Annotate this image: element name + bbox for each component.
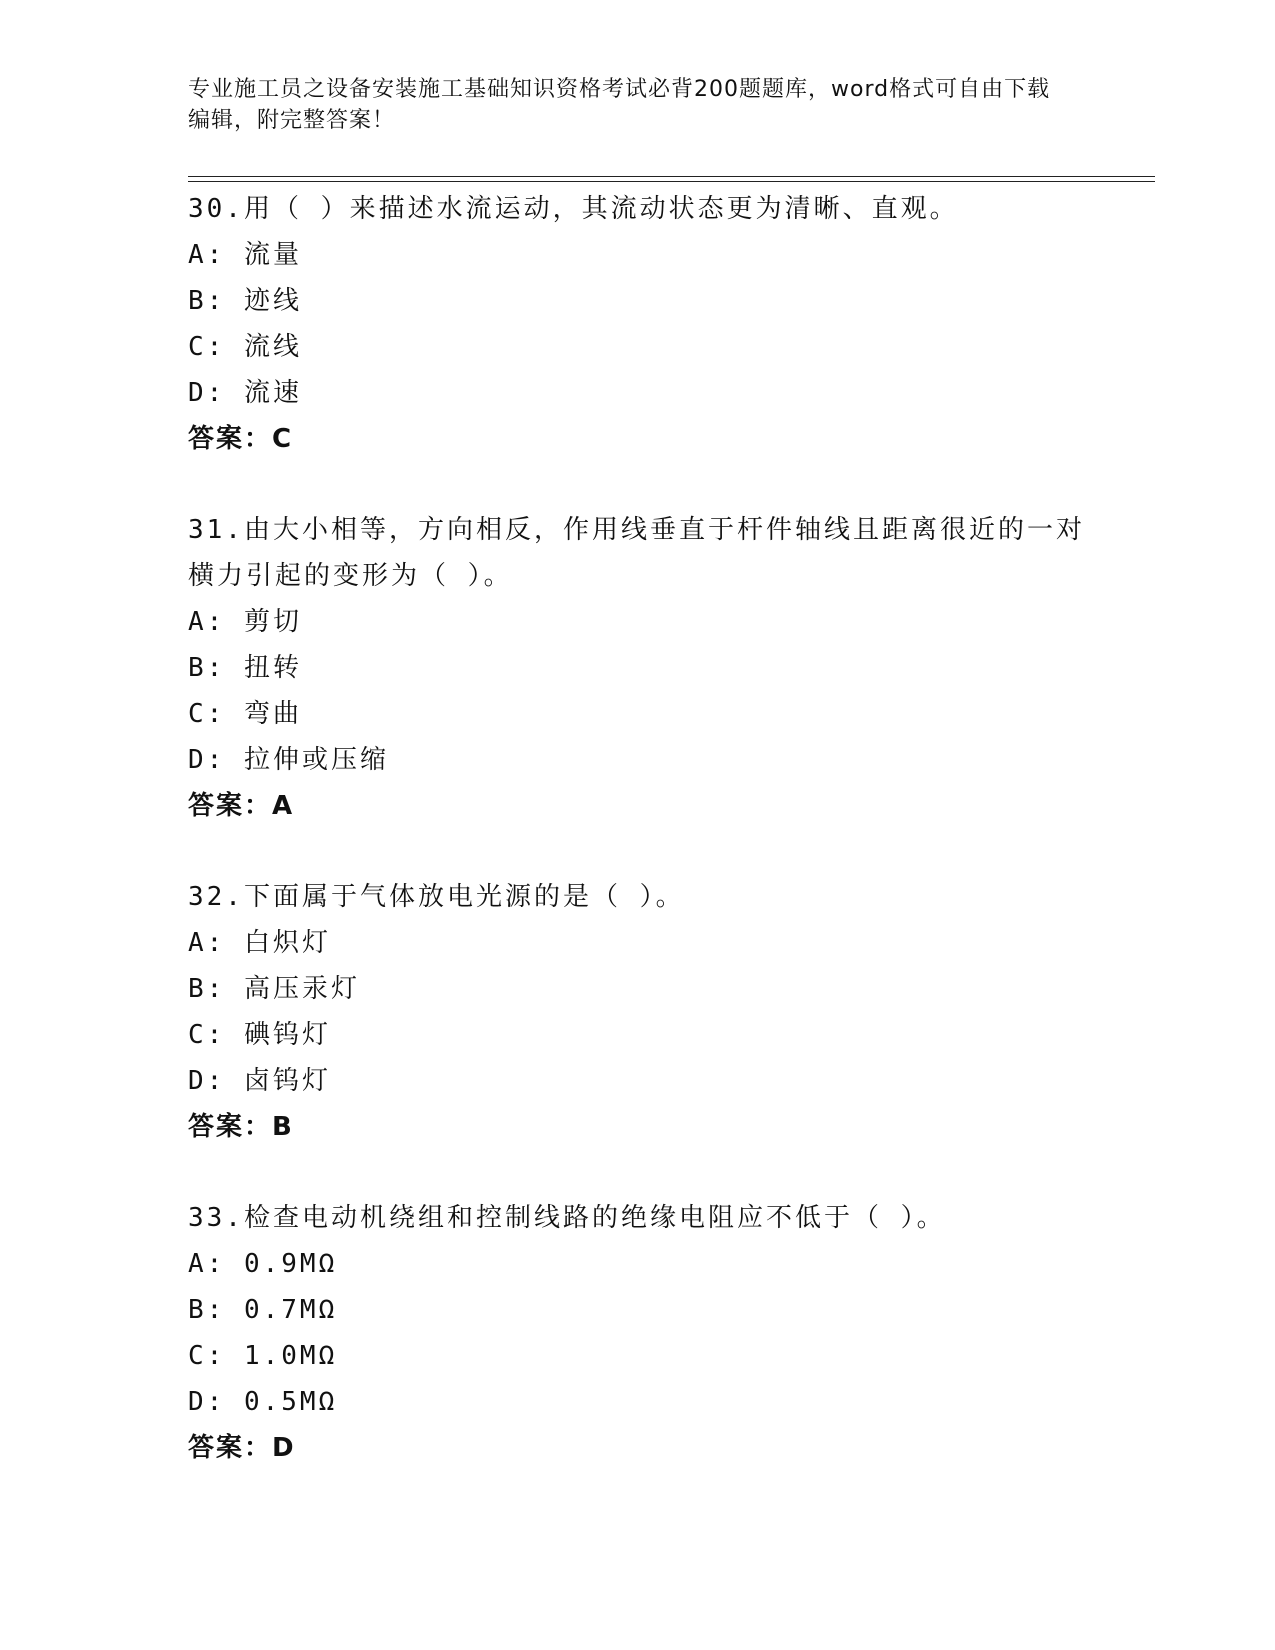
- question-31: [188, 507, 1088, 829]
- question-32: [188, 874, 1088, 1150]
- option-b: B: 高压汞灯: [188, 974, 360, 1004]
- question-list: [188, 186, 1088, 1516]
- option-b: B: 扭转: [188, 653, 302, 683]
- question-stem: 32.下面属于气体放电光源的是（ ）。: [188, 882, 685, 912]
- option-d: D: 拉伸或压缩: [188, 745, 389, 775]
- question-stem: 31.由大小相等，方向相反，作用线垂直于杆件轴线且距离很近的一对横力引起的变形为（ ）。: [188, 515, 1085, 591]
- header-divider-top: [188, 176, 1155, 177]
- question-30: [188, 186, 1088, 462]
- answer-label: 答案：C: [188, 424, 294, 454]
- option-b: B: 0.7MΩ: [188, 1295, 338, 1325]
- option-c: C: 弯曲: [188, 699, 302, 729]
- option-d: D: 卤钨灯: [188, 1066, 331, 1096]
- option-a: A: 0.9MΩ: [188, 1249, 338, 1279]
- answer-label: 答案：A: [188, 791, 295, 821]
- option-b: B: 迹线: [188, 286, 302, 316]
- answer-label: 答案：D: [188, 1433, 296, 1463]
- option-a: A: 剪切: [188, 607, 302, 637]
- option-a: A: 白炽灯: [188, 928, 331, 958]
- answer-label: 答案：B: [188, 1112, 294, 1142]
- option-c: C: 流线: [188, 332, 302, 362]
- question-stem: 33.检查电动机绕组和控制线路的绝缘电阻应不低于（ ）。: [188, 1203, 946, 1233]
- question-stem: 30.用（ ）来描述水流运动，其流动状态更为清晰、直观。: [188, 194, 959, 224]
- header-divider-bottom: [188, 181, 1155, 182]
- question-33: [188, 1195, 1088, 1471]
- option-c: C: 碘钨灯: [188, 1020, 331, 1050]
- document-header: 专业施工员之设备安装施工基础知识资格考试必背200题题库，word格式可自由下载编辑，附完整答案！: [188, 77, 1051, 133]
- option-a: A: 流量: [188, 240, 302, 270]
- option-d: D: 流速: [188, 378, 302, 408]
- option-c: C: 1.0MΩ: [188, 1341, 338, 1371]
- option-d: D: 0.5MΩ: [188, 1387, 338, 1417]
